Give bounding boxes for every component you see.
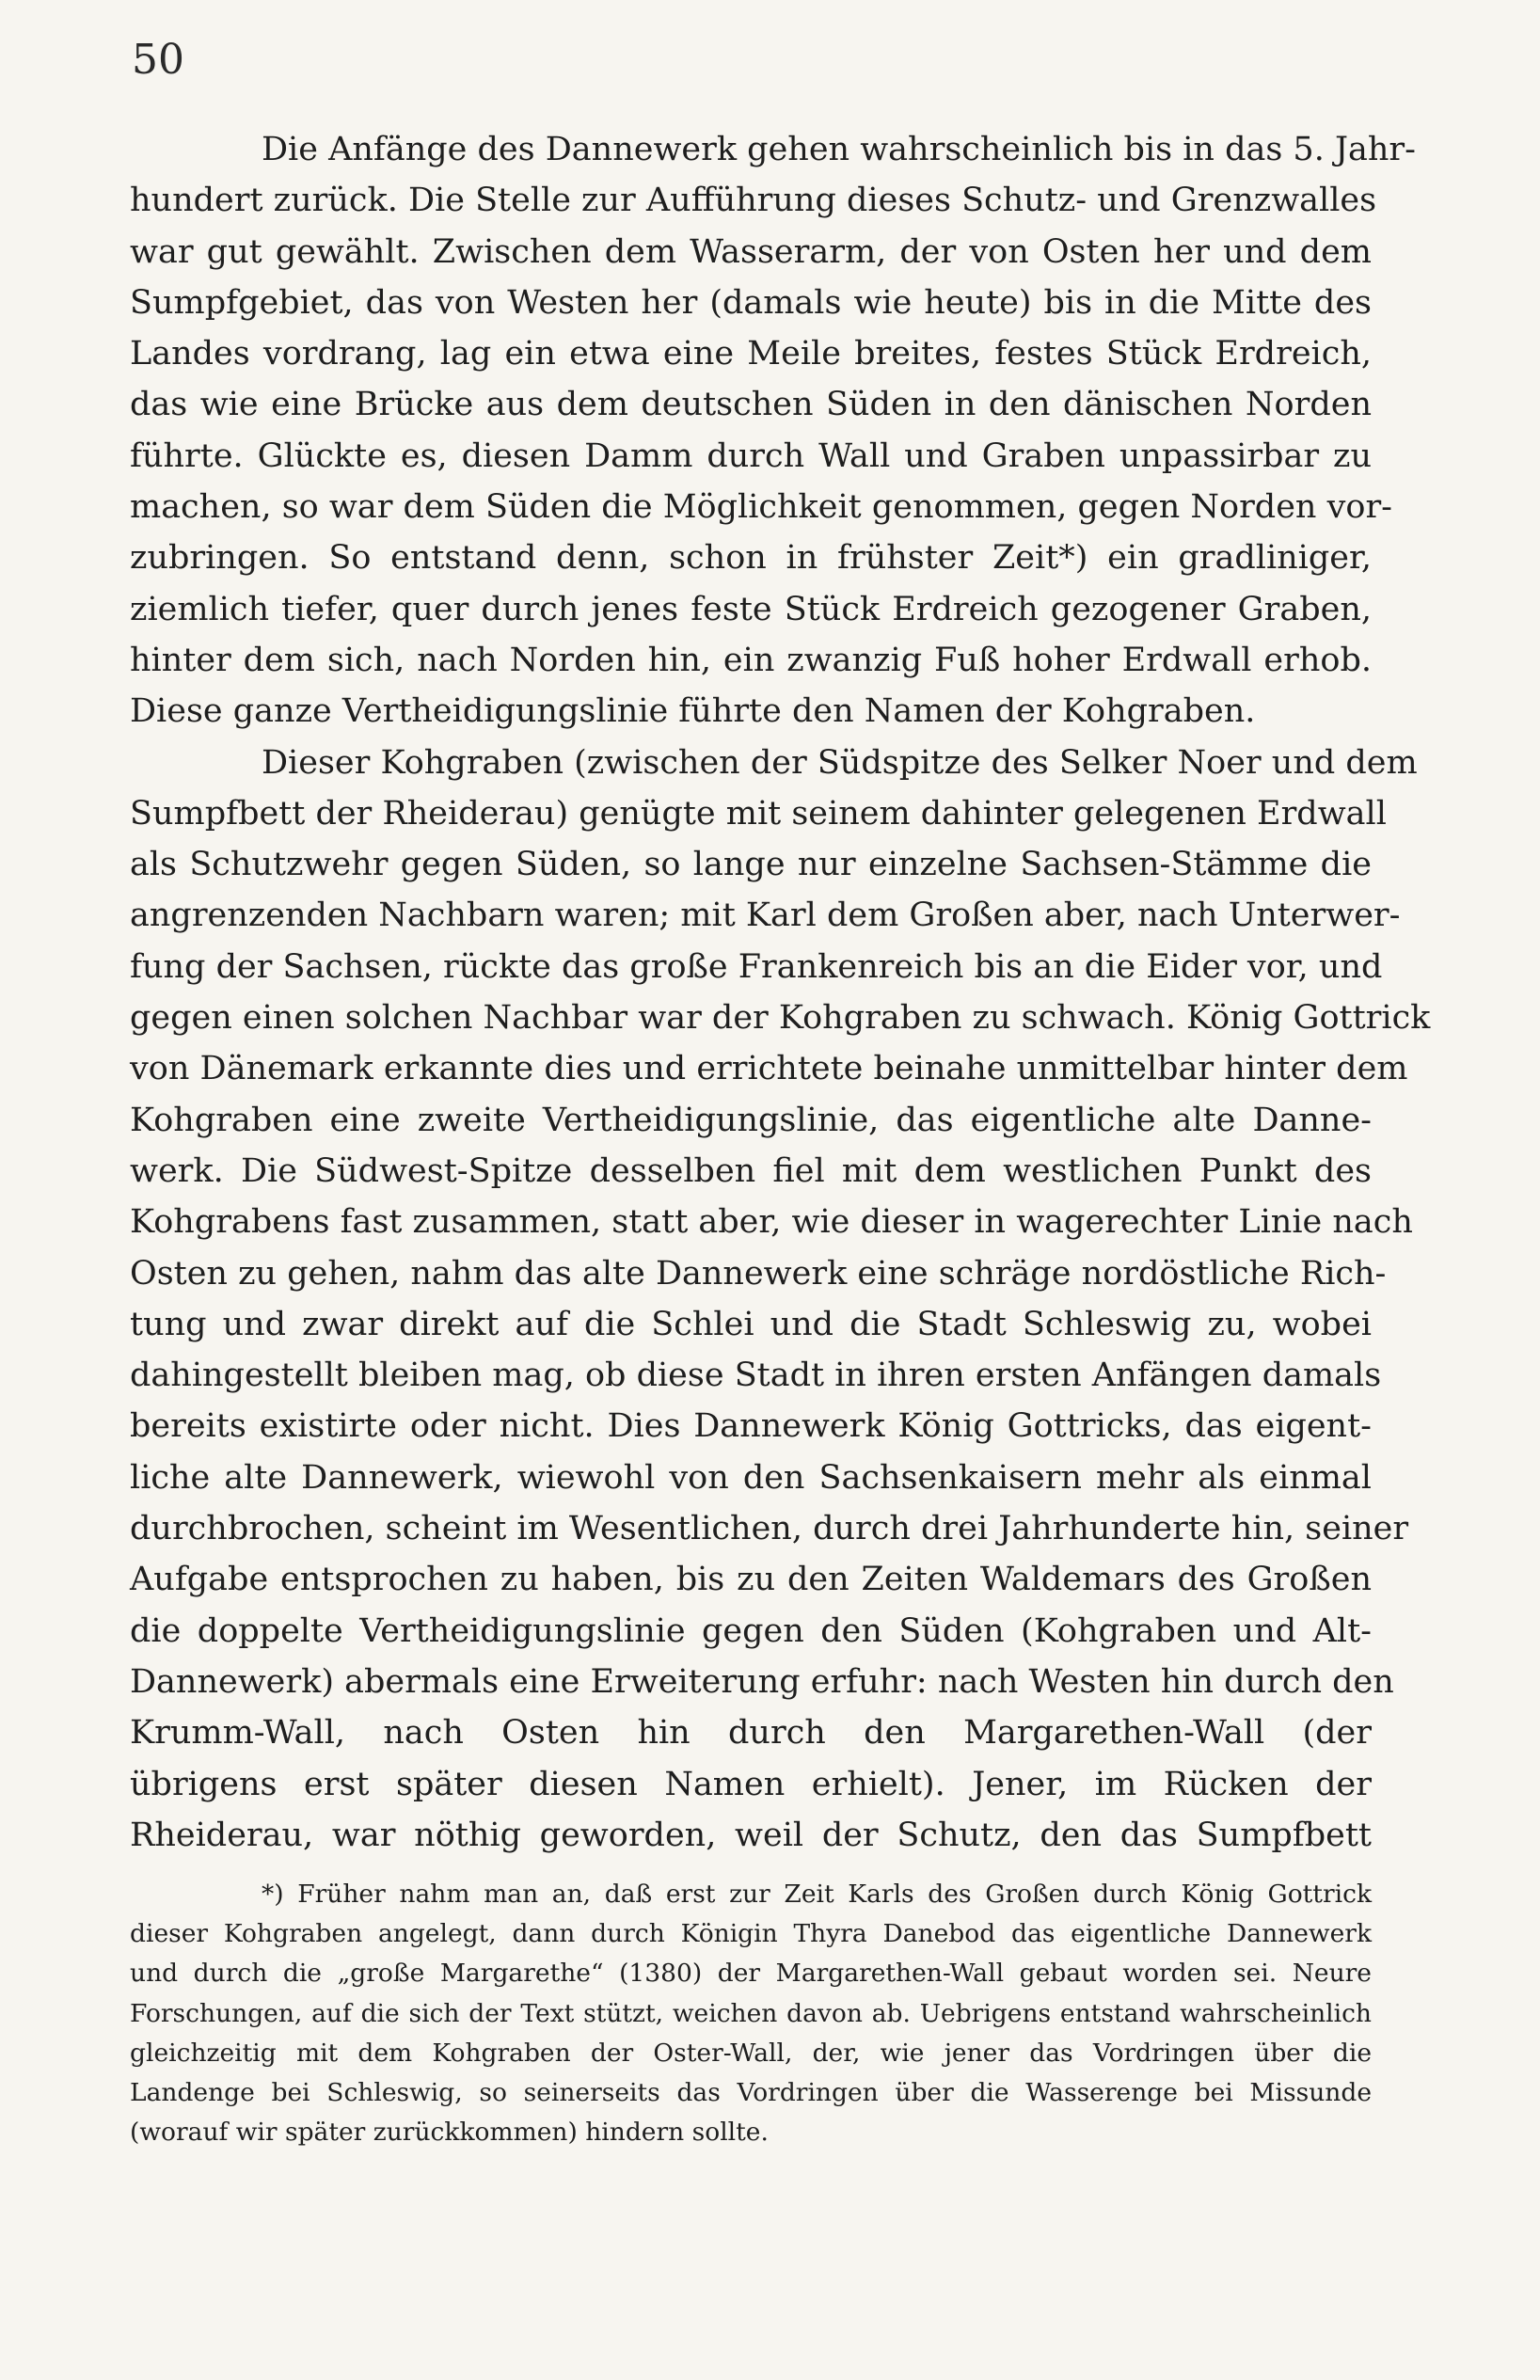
- footnote-line: dieser Kohgraben angelegt, dann durch Königin Thyra Danebod das eigentliche Dannewerk: [130, 1919, 1372, 1949]
- body-line: gegen einen solchen Nachbar war der Kohgraben zu schwach. König Gottrick: [130, 999, 1431, 1038]
- body-text: [130, 124, 1431, 1861]
- body-line: Dannewerk) abermals eine Erweiterung erfuhr: nach Westen hin durch den: [130, 1662, 1394, 1701]
- body-line: Krumm-Wall, nach Osten hin durch den Margarethen-Wall (der: [130, 1714, 1372, 1753]
- footnote-line: Landenge bei Schleswig, so seinerseits das Vordringen über die Wasserenge bei Missunde: [130, 2077, 1372, 2107]
- body-line: Landes vordrang, lag ein etwa eine Meile breites, festes Stück Erdreich,: [130, 335, 1372, 373]
- body-line: die doppelte Vertheidigungslinie gegen den Süden (Kohgraben und Alt-: [130, 1611, 1372, 1650]
- body-line: Kohgrabens fast zusammen, statt aber, wie dieser in wagerechter Linie nach: [130, 1203, 1413, 1242]
- body-line: bereits existirte oder nicht. Dies Dannewerk König Gottricks, das eigent-: [130, 1407, 1372, 1446]
- body-line: Die Anfänge des Dannewerk gehen wahrscheinlich bis in das 5. Jahr-: [262, 131, 1416, 168]
- body-line: von Dänemark erkannte dies und errichtete beinahe unmittelbar hinter dem: [130, 1050, 1408, 1088]
- body-line: durchbrochen, scheint im Wesentlichen, durch drei Jahrhunderte hin, seiner: [130, 1510, 1409, 1548]
- footnote-block: [130, 1875, 1372, 2152]
- body-line: Rheiderau, war nöthig geworden, weil der Schutz, den das Sumpfbett: [130, 1816, 1372, 1854]
- body-line: hundert zurück. Die Stelle zur Aufführung dieses Schutz- und Grenzwalles: [130, 182, 1377, 220]
- body-line: Aufgabe entsprochen zu haben, bis zu den Zeiten Waldemars des Großen: [130, 1561, 1372, 1599]
- body-line: Dieser Kohgraben (zwischen der Südspitze des Selker Noer und dem: [262, 743, 1418, 782]
- body-line: dahingestellt bleiben mag, ob diese Stadt in ihren ersten Anfängen damals: [130, 1357, 1382, 1395]
- body-line: Diese ganze Vertheidigungslinie führte den Namen der Kohgraben.: [130, 692, 1256, 731]
- body-line: hinter dem sich, nach Norden hin, ein zwanzig Fuß hoher Erdwall erhob.: [130, 641, 1372, 679]
- body-line: tung und zwar direkt auf die Schlei und die Stadt Schleswig zu, wobei: [130, 1305, 1372, 1343]
- body-line: das wie eine Brücke aus dem deutschen Süden in den dänischen Norden: [130, 386, 1372, 424]
- footnote-line: und durch die „große Margarethe“ (1380) der Margarethen-Wall gebaut worden sei. Neure: [130, 1959, 1372, 1989]
- body-line: als Schutzwehr gegen Süden, so lange nur einzelne Sachsen-Stämme die: [130, 846, 1372, 884]
- body-line: Sumpfgebiet, das von Westen her (damals wie heute) bis in die Mitte des: [130, 283, 1372, 322]
- footnote-line: *) Früher nahm man an, daß erst zur Zeit Karls des Großen durch König Gottrick: [262, 1880, 1372, 1909]
- footnote-line: Forschungen, auf die sich der Text stützt, weichen davon ab. Uebrigens entstand wahrscheinlich: [130, 1998, 1372, 2028]
- body-line: Kohgraben eine zweite Vertheidigungslinie, das eigentliche alte Danne-: [130, 1101, 1372, 1139]
- body-line: werk. Die Südwest-Spitze desselben fiel mit dem westlichen Punkt des: [130, 1151, 1372, 1190]
- body-line: Osten zu gehen, nahm das alte Dannewerk eine schräge nordöstliche Rich-: [130, 1254, 1387, 1293]
- footnote-line: (worauf wir später zurückkommen) hindern sollte.: [130, 2118, 769, 2148]
- body-line: machen, so war dem Süden die Möglichkeit genommen, gegen Norden vor-: [130, 488, 1392, 527]
- page-number: 50: [132, 36, 184, 84]
- footnote-line: gleichzeitig mit dem Kohgraben der Oster-Wall, der, wie jener das Vordringen über die: [130, 2038, 1372, 2068]
- body-line: ziemlich tiefer, quer durch jenes feste Stück Erdreich gezogener Graben,: [130, 590, 1372, 628]
- body-line: zubringen. So entstand denn, schon in frühster Zeit*) ein gradliniger,: [130, 539, 1372, 578]
- body-line: übrigens erst später diesen Namen erhielt). Jener, im Rücken der: [130, 1765, 1372, 1803]
- body-line: war gut gewählt. Zwischen dem Wasserarm, der von Osten her und dem: [130, 232, 1372, 271]
- body-line: Sumpfbett der Rheiderau) genügte mit seinem dahinter gelegenen Erdwall: [130, 794, 1387, 833]
- body-line: fung der Sachsen, rückte das große Frankenreich bis an die Eider vor, und: [130, 947, 1383, 986]
- body-line: angrenzenden Nachbarn waren; mit Karl dem Großen aber, nach Unterwer-: [130, 896, 1401, 935]
- body-line: führte. Glückte es, diesen Damm durch Wall und Graben unpassirbar zu: [130, 436, 1372, 475]
- body-line: liche alte Dannewerk, wiewohl von den Sachsenkaisern mehr als einmal: [130, 1458, 1372, 1497]
